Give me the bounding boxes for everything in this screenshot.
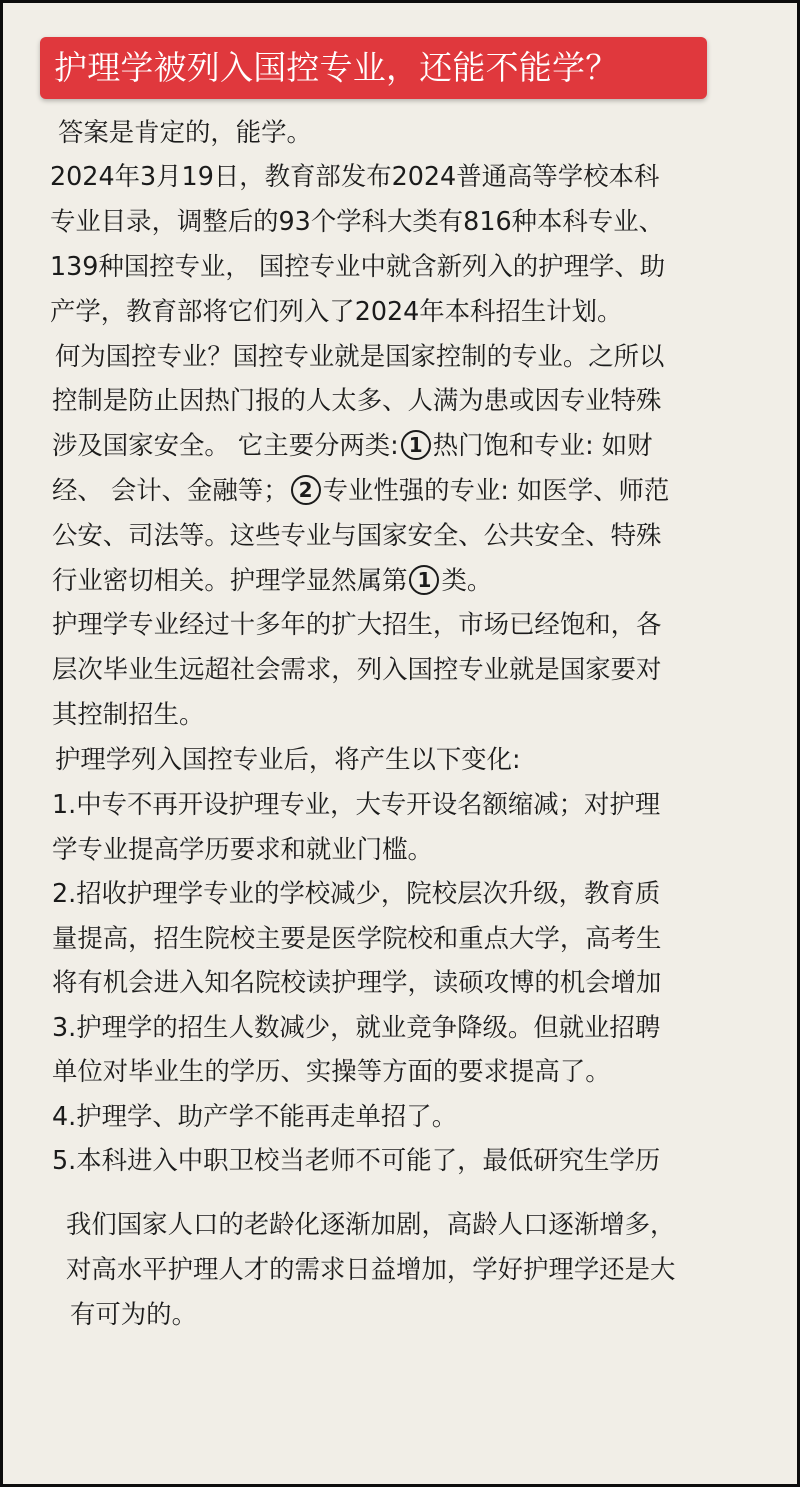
list-item: 3.护理学的招生人数减少，就业竞争降级。但就业招聘 — [52, 1012, 661, 1042]
text-segment: 热门饱和专业: 如财 — [432, 430, 653, 460]
text-line: 对高水平护理人才的需求日益增加，学好护理学还是大 — [66, 1254, 676, 1284]
list-item: 学专业提高学历要求和就业门槛。 — [52, 834, 433, 864]
text-line — [52, 473, 669, 507]
list-item: 4.护理学、助产学不能再走单招了。 — [52, 1101, 458, 1131]
text-segment: 行业密切相关。护理学显然属第 — [52, 565, 408, 595]
text-line — [52, 428, 652, 462]
circled-number: 2 — [291, 475, 321, 505]
list-item: 2.招收护理学专业的学校减少，院校层次升级，教育质 — [52, 878, 661, 908]
circled-number: 1 — [401, 430, 431, 460]
page-title: 护理学被列入国控专业，还能不能学？ — [54, 48, 619, 87]
text-line: 公安、司法等。这些专业与国家安全、公共安全、特殊 — [52, 520, 662, 550]
text-line: 层次毕业生远超社会需求，列入国控专业就是国家要对 — [52, 654, 662, 684]
text-line: 护理学列入国控专业后，将产生以下变化: — [55, 744, 521, 774]
list-item: 5.本科进入中职卫校当老师不可能了，最低研究生学历 — [52, 1145, 661, 1175]
text-segment: 涉及国家安全。 它主要分两类: — [52, 430, 399, 460]
text-line: 护理学专业经过十多年的扩大招生，市场已经饱和，各 — [52, 609, 662, 639]
circled-number: 1 — [409, 565, 439, 595]
text-line: 答案是肯定的，能学。 — [58, 117, 312, 147]
text-line: 何为国控专业？国控专业就是国家控制的专业。之所以 — [55, 341, 665, 371]
list-item: 单位对毕业生的学历、实操等方面的要求提高了。 — [52, 1056, 611, 1086]
list-item: 量提高，招生院校主要是医学院校和重点大学，高考生 — [52, 923, 662, 953]
text-line: 产学，教育部将它们列入了2024年本科招生计划。 — [50, 296, 623, 326]
article-page — [3, 3, 797, 1484]
text-segment: 经、 会计、金融等； — [52, 475, 289, 505]
text-line: 2024年3月19日，教育部发布2024普通高等学校本科 — [50, 161, 660, 191]
text-line: 我们国家人口的老龄化逐渐加剧，高龄人口逐渐增多， — [66, 1209, 676, 1239]
list-item: 将有机会进入知名院校读护理学，读硕攻博的机会增加 — [52, 967, 662, 997]
text-line: 控制是防止因热门报的人太多、人满为患或因专业特殊 — [52, 385, 662, 415]
text-line: 其控制招生。 — [52, 699, 205, 729]
title-banner — [40, 37, 707, 99]
text-line — [52, 563, 492, 597]
text-line: 139种国控专业， 国控专业中就含新列入的护理学、助 — [50, 251, 666, 281]
text-segment: 专业性强的专业: 如医学、师范 — [322, 475, 670, 505]
list-item: 1.中专不再开设护理专业，大专开设名额缩减；对护理 — [52, 789, 661, 819]
text-line: 专业目录，调整后的93个学科大类有816种本科专业、 — [50, 206, 664, 236]
text-line: 有可为的。 — [70, 1299, 197, 1329]
text-segment: 类。 — [441, 565, 493, 595]
